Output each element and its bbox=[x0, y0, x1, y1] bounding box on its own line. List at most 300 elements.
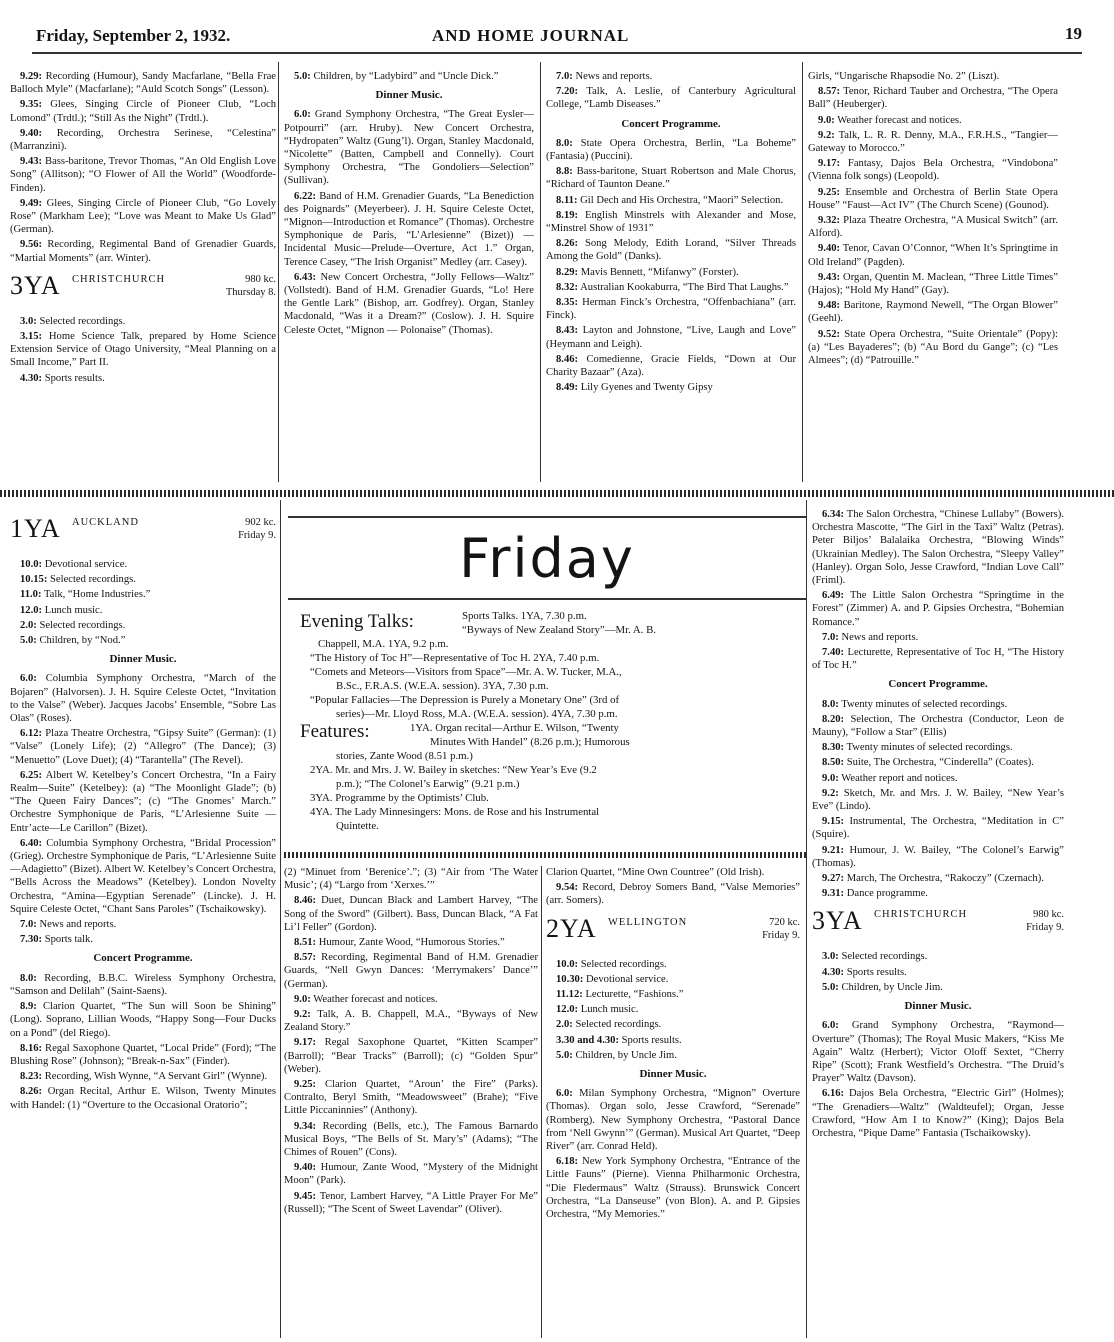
programme-entry bbox=[10, 672, 276, 725]
evening-line: “The History of Toc H”—Representative of Toc H. 2YA, 7.40 p.m. bbox=[310, 652, 600, 664]
programme-time: 3.0: bbox=[20, 315, 37, 327]
programme-time: 8.0: bbox=[556, 137, 573, 149]
programme-text: Tenor, Lambert Harvey, “A Little Prayer For Me” (Russell); “The Scent of Sweet Lavendar” (Oliver). bbox=[284, 1190, 538, 1215]
programme-text: March, The Orchestra, “Rakoczy” (Czernach). bbox=[846, 873, 1044, 885]
programme-time: 8.23: bbox=[20, 1071, 43, 1083]
feature-line: stories, Zante Wood (8.51 p.m.) bbox=[336, 750, 473, 762]
programme-time: 9.2: bbox=[818, 129, 835, 141]
programme-entry bbox=[808, 157, 1058, 183]
feature-line: 1YA. Organ recital—Arthur E. Wilson, “Twenty bbox=[410, 722, 619, 734]
programme-time: 6.49: bbox=[822, 590, 845, 602]
programme-entry bbox=[546, 988, 800, 1001]
programme-entry bbox=[10, 1000, 276, 1040]
programme-entry bbox=[546, 1018, 800, 1031]
programme-text: Bass-baritone, Trevor Thomas, “An Old English Love Song” (Allitson); “O Flower of All the World” (Woodforde-Finden). bbox=[10, 156, 276, 194]
programme-text: Dance programme. bbox=[846, 888, 928, 900]
programme-entry bbox=[812, 756, 1064, 769]
programme-text: Weather forecast and notices. bbox=[837, 114, 962, 126]
left-column bbox=[10, 508, 276, 1338]
programme-time: 9.32: bbox=[818, 215, 841, 227]
programme-entry bbox=[546, 866, 800, 879]
programme-entry bbox=[284, 271, 534, 337]
programme-text: Baritone, Raymond Newell, “The Organ Blower” (Geehl). bbox=[808, 300, 1058, 325]
programme-entry bbox=[812, 508, 1064, 587]
programme-text: Devotional service. bbox=[586, 973, 669, 985]
programme-entry bbox=[812, 872, 1064, 885]
programme-time: 9.56: bbox=[20, 239, 43, 251]
programme-text: Sports results. bbox=[846, 966, 907, 978]
programme-text: Twenty minutes of selected recordings. bbox=[846, 742, 1013, 754]
programme-text: Recording, Wish Wynne, “A Servant Girl” (Wynne). bbox=[44, 1071, 268, 1083]
station-frequency: 980 kc. bbox=[1033, 909, 1064, 921]
programme-time: 8.0: bbox=[822, 698, 839, 710]
banner-rule bbox=[288, 516, 806, 518]
programme-entry bbox=[546, 1034, 800, 1047]
feature-line: 4YA. The Lady Minnesingers: Mons. de Rose and his Instrumental bbox=[310, 806, 600, 818]
programme-text: Home Science Talk, prepared by Home Science Extension Service of Otago University, “Meal Planning on a Small Income,” Part II. bbox=[10, 331, 276, 369]
programme-entry bbox=[284, 190, 534, 269]
programme-time: 8.11: bbox=[556, 194, 578, 206]
programme-text: Glees, Singing Circle of Pioneer Club, “Go Lovely Rose” (Markham Lee); “Love was Meant to Make Us Glad” (German). bbox=[10, 197, 276, 236]
programme-time: 8.29: bbox=[556, 266, 579, 278]
programme-text: Clarion Quartet, “Aroun’ the Fire” (Parks). Contralto, Beryl Smith, “Meadowsweet” (Brahe); “Five Little Piccaninnies” (Anthony). bbox=[284, 1079, 538, 1117]
programme-text: Selected recordings. bbox=[39, 315, 126, 327]
programme-time: 10.30: bbox=[556, 973, 584, 985]
programme-entry bbox=[10, 315, 276, 328]
feature-line: 2YA. Mr. and Mrs. J. W. Bailey in sketches: “New Year’s Eve (9.2 bbox=[310, 764, 597, 776]
programme-text: Australian Kookaburra, “The Bird That Laughs.” bbox=[580, 281, 789, 293]
programme-time: 9.45: bbox=[294, 1190, 317, 1202]
programme-entry bbox=[284, 70, 534, 83]
station-day: Friday 9. bbox=[1026, 922, 1064, 934]
programme-text: News and reports. bbox=[841, 631, 919, 643]
programme-entry bbox=[546, 281, 796, 294]
programme-entry bbox=[284, 108, 534, 187]
station-code: 3YA bbox=[812, 906, 863, 936]
programme-text: Lily Gyenes and Twenty Gipsy bbox=[580, 382, 713, 394]
programme-text: Recording, Orchestra Serinese, “Celestina” (Marranzini). bbox=[10, 127, 276, 153]
programme-time: 10.0: bbox=[556, 958, 579, 970]
programme-text: Recording (Humour), Sandy Macfarlane, “Bella Frae Balloch Myle” (Macfarlane); “Auld Scotch Songs” (Lesson). bbox=[10, 71, 276, 96]
programme-entry bbox=[812, 772, 1064, 785]
programme-time: 3.30 and 4.30: bbox=[556, 1034, 619, 1046]
programme-text: Recording (Bells, etc.), The Famous Barnardo Musical Boys, “The Bells of St. Mary’s” (Adams); “The Chimes of Rouen” (Cons). bbox=[284, 1120, 538, 1159]
programme-text: Record, Debroy Somers Band, “Valse Memories” (arr. Somers). bbox=[546, 882, 800, 907]
programme-text: Song Melody, Edith Lorand, “Silver Threads Among the Gold” (Danks). bbox=[546, 238, 796, 263]
programme-text: State Opera Orchestra, “Suite Orientale” (Popy): (a) “Les Bayaderes”; (b) “Au Bord du Gange”; (c) “Les Almees”; (d) “Patrouille.” bbox=[808, 328, 1058, 367]
programme-text: The Little Salon Orchestra “Springtime in the Forest” (Zimmer) A. and P. Gipsies Orchestra, “Bohemian Romance.” bbox=[812, 590, 1064, 628]
programme-text: Humour, Zante Wood, “Mystery of the Midnight Moon” (Park). bbox=[284, 1162, 538, 1187]
programme-entry bbox=[808, 214, 1058, 240]
programme-entry bbox=[812, 1087, 1064, 1140]
programme-time: 6.25: bbox=[20, 769, 43, 781]
programme-time: 7.30: bbox=[20, 934, 43, 946]
header-title: AND HOME JOURNAL bbox=[432, 26, 630, 45]
programme-text: (2) “Minuet from ‘Berenice’.”; (3) “Air from ‘The Water Music’; (4) “Largo from ‘Xerxes.’” bbox=[284, 867, 538, 892]
header-date: Friday, September 2, 1932. bbox=[36, 26, 231, 45]
programme-text: Comedienne, Gracie Fields, “Down at Our Charity Bazaar” (Aza). bbox=[546, 353, 796, 379]
programme-time: 12.0: bbox=[20, 604, 43, 616]
programme-time: 7.40: bbox=[822, 647, 845, 659]
programme-text: Recording, Regimental Band of Grenadier Guards, “Martial Moments” (arr. Winter). bbox=[10, 239, 276, 264]
programme-entry bbox=[808, 242, 1058, 268]
programme-text: Tenor, Cavan O’Connor, “When It’s Springtime in Old Ireland” (Pagden). bbox=[808, 243, 1058, 268]
programme-entry bbox=[284, 1008, 538, 1034]
programme-time: 12.0: bbox=[556, 1004, 579, 1016]
programme-time: 2.0: bbox=[20, 619, 37, 631]
programme-time: 9.31: bbox=[822, 888, 845, 900]
programme-time: 6.0: bbox=[822, 1020, 839, 1032]
column-rule bbox=[540, 62, 541, 482]
programme-time: 9.40: bbox=[20, 127, 43, 139]
programme-entry bbox=[546, 353, 796, 379]
programme-entry bbox=[284, 1120, 538, 1160]
programme-time: 6.22: bbox=[294, 190, 317, 202]
evening-line: Chappell, M.A. 1YA, 9.2 p.m. bbox=[318, 638, 449, 650]
section-heading: Dinner Music. bbox=[904, 1000, 972, 1013]
feature-line: 3YA. Programme by the Optimists’ Club. bbox=[310, 792, 489, 804]
top-column-2 bbox=[284, 70, 534, 485]
programme-text: Columbia Symphony Orchestra, “Bridal Procession” (Grieg). Orchestre Symphonique de Paris, “L’Arlesienne Suite—Adagietto” (Bizet). Albert W. Ketelbey’s Concert Orchestra, “Bells Across the Meadows” (Ketelbey). London Novelty Orchestra, “Amina—Egyptian Serenade” (Lincke). J. H. Squire Celeste Octet, “Chant Sans Paroles” (Tschaikowsky). bbox=[10, 837, 276, 915]
programme-time: 8.46: bbox=[556, 353, 579, 365]
friday-title: Friday bbox=[459, 527, 635, 590]
programme-time: 8.19: bbox=[556, 209, 579, 221]
station-code: 1YA bbox=[10, 514, 61, 543]
programme-text: Selected recordings. bbox=[580, 958, 667, 970]
programme-text: Regal Saxophone Quartet, “Kitten Scamper” (Barroll); “Bear Tracks” (Barroll); (c) “Golden Spur” (Weber). bbox=[284, 1037, 538, 1075]
station-city: WELLINGTON bbox=[608, 916, 688, 928]
programme-entry bbox=[808, 299, 1058, 325]
programme-text: Lunch music. bbox=[580, 1004, 639, 1016]
programme-entry bbox=[812, 741, 1064, 754]
programme-time: 8.50: bbox=[822, 757, 845, 769]
programme-entry bbox=[808, 70, 1058, 83]
station-city: CHRISTCHURCH bbox=[72, 273, 166, 285]
section-heading: Dinner Music. bbox=[375, 89, 443, 102]
programme-entry bbox=[10, 127, 276, 153]
programme-entry bbox=[10, 330, 276, 370]
programme-time: 10.0: bbox=[20, 559, 43, 570]
programme-time: 9.35: bbox=[20, 99, 43, 111]
programme-text: Selected recordings. bbox=[841, 951, 928, 963]
programme-text: Duet, Duncan Black and Lambert Harvey, “The Song of the Sword” (Gilbert). Bass, Duncan Black, “A Fat Li’l Feller” (Gordon). bbox=[284, 895, 538, 933]
programme-entry bbox=[808, 85, 1058, 111]
programme-time: 9.25: bbox=[818, 186, 841, 198]
programme-entry bbox=[546, 1087, 800, 1153]
station-city: AUCKLAND bbox=[72, 517, 139, 528]
programme-text: Sketch, Mr. and Mrs. J. W. Bailey, “New Year’s Eve” (Lindo). bbox=[812, 787, 1064, 813]
programme-text: Grand Symphony Orchestra, “Raymond—Overture” (Thomas); The Royal Music Makers, “Kiss Me Again” Waltz (Herbert); Victor Oloff Sextet, “Cherry Ripe” (Scott); Frank Westfield’s Orchestra. “The Druid’s Prayer” Waltz (Davson). bbox=[812, 1020, 1064, 1085]
programme-text: New York Symphony Orchestra, “Entrance of the Little Fauns” (Pierne). Vienna Philharmonic Orchestra, “Die Fledermaus” Waltz (Strauss). Brunswick Concert Orchestra, “La Danseuse” (von Blon). A. and P. Gipsies Orchestra, “My Memories.” bbox=[546, 1156, 800, 1221]
programme-text: Weather report and notices. bbox=[841, 772, 958, 784]
programme-entry bbox=[812, 631, 1064, 644]
programme-entry bbox=[546, 266, 796, 279]
programme-entry bbox=[546, 973, 800, 986]
programme-time: 8.30: bbox=[822, 742, 845, 754]
programme-time: 8.9: bbox=[20, 1001, 37, 1013]
programme-text: Humour, Zante Wood, “Humorous Stories.” bbox=[318, 937, 505, 949]
section-heading: Concert Programme. bbox=[93, 952, 193, 965]
programme-entry bbox=[812, 589, 1064, 629]
programme-text: Children, by “Ladybird” and “Uncle Dick.” bbox=[313, 71, 499, 82]
programme-time: 9.40: bbox=[294, 1162, 317, 1174]
programme-time: 9.2: bbox=[822, 787, 839, 799]
programme-entry bbox=[812, 815, 1064, 841]
programme-entry bbox=[546, 296, 796, 322]
programme-entry bbox=[284, 936, 538, 949]
banner-rule bbox=[288, 598, 806, 600]
programme-text: Organ, Quentin M. Maclean, “Three Little Times” (Hajos); “Hold My Hand” (Gay). bbox=[808, 271, 1058, 297]
programme-text: Fantasy, Dajos Bela Orchestra, “Vindobona” (Vienna folk songs) (Leopold). bbox=[808, 158, 1058, 183]
programme-time: 8.57: bbox=[294, 952, 317, 964]
station-frequency: 902 kc. bbox=[245, 517, 276, 528]
programme-time: 9.25: bbox=[294, 1079, 317, 1091]
programme-entry bbox=[284, 894, 538, 934]
programme-text: Plaza Theatre Orchestra, “A Musical Switch” (arr. Alford). bbox=[808, 215, 1058, 240]
programme-time: 9.29: bbox=[20, 71, 43, 82]
feature-line: Minutes With Handel” (8.26 p.m.); Humorous bbox=[430, 736, 630, 748]
station-code: 3YA bbox=[10, 270, 61, 300]
programme-entry bbox=[10, 634, 276, 647]
programme-time: 7.0: bbox=[556, 71, 573, 82]
programme-entry bbox=[812, 646, 1064, 672]
programme-text: Children, by “Nod.” bbox=[39, 635, 126, 647]
programme-entry bbox=[10, 933, 276, 946]
programme-text: English Minstrels with Alexander and Mose, “Minstrel Show of 1931” bbox=[546, 209, 796, 235]
programme-time: 8.20: bbox=[822, 713, 845, 725]
programme-text: Suite, The Orchestra, “Cinderella” (Coates). bbox=[846, 757, 1034, 769]
programme-entry bbox=[546, 324, 796, 350]
section-heading: Concert Programme. bbox=[888, 678, 988, 691]
programme-time: 9.48: bbox=[818, 300, 841, 312]
dotted-divider bbox=[0, 490, 1114, 497]
programme-entry bbox=[808, 328, 1058, 368]
programme-entry bbox=[10, 727, 276, 767]
programme-text: Columbia Symphony Orchestra, “March of the Bojaren” (Halvorsen). J. H. Squire Celeste Octet, “Invitation to the Valse” (Weber). Jacques Jacobs’ Ensemble, “Sobre Las Olas” (Roses). bbox=[10, 673, 276, 725]
features-label: Features: bbox=[300, 721, 370, 742]
programme-time: 9.54: bbox=[556, 882, 579, 894]
programme-entry bbox=[284, 1036, 538, 1076]
programme-text: Lecturette, “Fashions.” bbox=[585, 989, 684, 1001]
programme-time: 9.43: bbox=[818, 271, 841, 283]
programme-text: Weather forecast and notices. bbox=[313, 993, 438, 1005]
programme-entry bbox=[812, 713, 1064, 739]
programme-text: Lunch music. bbox=[44, 604, 103, 616]
programme-time: 9.17: bbox=[294, 1037, 317, 1049]
highlights-box bbox=[290, 606, 806, 846]
section-heading: Concert Programme. bbox=[621, 117, 721, 130]
programme-time: 6.0: bbox=[20, 673, 37, 685]
section-heading: Dinner Music. bbox=[109, 653, 177, 666]
programme-entry bbox=[546, 194, 796, 207]
programme-text: Clarion Quartet, “The Sun will Soon be Shining” (Long). Soprano, Lillian Woods, “Happy Song—Four Ducks on a Pond” (del Riego). bbox=[10, 1001, 276, 1039]
programme-entry bbox=[546, 958, 800, 971]
programme-entry bbox=[10, 70, 276, 96]
programme-text: Gil Dech and His Orchestra, “Maori” Selection. bbox=[580, 194, 784, 206]
programme-entry bbox=[10, 372, 276, 385]
station-day: Thursday 8. bbox=[225, 286, 276, 298]
programme-entry bbox=[284, 993, 538, 1006]
programme-entry bbox=[808, 271, 1058, 297]
station-code: 2YA bbox=[546, 913, 597, 943]
programme-time: 6.0: bbox=[294, 109, 311, 121]
programme-time: 8.32: bbox=[556, 281, 579, 293]
programme-time: 8.0: bbox=[20, 972, 37, 984]
station-city: CHRISTCHURCH bbox=[874, 909, 968, 921]
programme-time: 8.57: bbox=[818, 86, 841, 98]
center-column-2 bbox=[546, 866, 800, 1338]
programme-time: 9.17: bbox=[818, 158, 841, 170]
programme-time: 8.35: bbox=[556, 297, 579, 309]
programme-text: News and reports. bbox=[39, 919, 117, 931]
programme-entry bbox=[10, 1085, 276, 1111]
programme-entry bbox=[10, 98, 276, 124]
programme-text: Band of H.M. Grenadier Guards, “La Benediction des Poignards” (Meyerbeer). J. H. Squire Celeste Octet, “Mignon—Introduction et Romance” (Thomas). Orchestre Symphonique de Paris, “L’Arlesienne” (Bizet)) — Incidental Music—Prelude—Overture, Act 1.” Organ, Terence Casey, “The Irish Organist” Medley (arr. Casey). bbox=[284, 190, 534, 268]
programme-time: 8.51: bbox=[294, 937, 317, 949]
programme-entry bbox=[808, 186, 1058, 212]
evening-line: “Popular Fallacies—The Depression is Purely a Monetary One” (3rd of bbox=[310, 694, 620, 706]
programme-entry bbox=[546, 85, 796, 111]
programme-text: Sports talk. bbox=[44, 934, 93, 946]
programme-entry bbox=[546, 165, 796, 191]
programme-time: 9.40: bbox=[818, 243, 841, 255]
programme-text: State Opera Orchestra, Berlin, “La Boheme” (Fantasia) (Puccini). bbox=[546, 137, 796, 163]
programme-time: 8.26: bbox=[556, 238, 579, 250]
programme-text: Twenty minutes of selected recordings. bbox=[841, 698, 1008, 710]
programme-text: Ensemble and Orchestra of Berlin State Opera House” “Faust—Act IV” (The Church Scene) (Gounod). bbox=[808, 186, 1058, 211]
programme-text: Devotional service. bbox=[44, 559, 128, 570]
programme-time: 3.15: bbox=[20, 331, 43, 343]
station-heading-3ya-thursday bbox=[10, 269, 276, 309]
programme-time: 9.2: bbox=[294, 1009, 311, 1021]
programme-time: 9.21: bbox=[822, 844, 845, 856]
programme-text: Sports results. bbox=[621, 1034, 682, 1046]
programme-text: Talk, “Home Industries.” bbox=[43, 589, 151, 601]
station-heading-3ya-friday bbox=[812, 904, 1064, 944]
programme-text: Selection, The Orchestra (Conductor, Leon de Mauny), “Follow a Star” (Ellis) bbox=[812, 713, 1064, 739]
programme-text: Selected recordings. bbox=[39, 619, 126, 631]
column-rule bbox=[806, 500, 807, 1338]
programme-time: 8.49: bbox=[556, 382, 579, 394]
programme-text: Clarion Quartet, “Mine Own Countree” (Old Irish). bbox=[546, 867, 765, 878]
programme-time: 6.0: bbox=[556, 1088, 573, 1100]
programme-entry bbox=[546, 881, 800, 907]
programme-text: Milan Symphony Orchestra, “Mignon” Overture (Thomas). Organ solo, Jesse Crawford, “Serenade” (Romberg). New Symphony Orchestra, “Pastoral Dance from ‘Nell Gwynn’” (German). Musical Art Quartet, “Deep River” (arr. Conrad Held). bbox=[546, 1088, 800, 1153]
programme-text: Plaza Theatre Orchestra, “Gipsy Suite” (German): (1) “Valse” (Lonely Life); (2) “Allegro” (The Dance); (3) “Menuetto” (Love Duet); (4) “Tarantella” (The Revel). bbox=[10, 728, 276, 766]
programme-entry bbox=[10, 238, 276, 264]
evening-talks-label: Evening Talks: bbox=[300, 611, 414, 632]
programme-time: 6.18: bbox=[556, 1156, 579, 1168]
programme-entry bbox=[546, 1003, 800, 1016]
programme-text: Instrumental, The Orchestra, “Meditation in C” (Squire). bbox=[812, 816, 1064, 841]
station-day: Friday 9. bbox=[762, 929, 800, 941]
programme-text: Sports results. bbox=[44, 372, 105, 384]
station-frequency: 720 kc. bbox=[769, 916, 800, 928]
programme-entry bbox=[10, 769, 276, 835]
programme-time: 9.52: bbox=[818, 328, 841, 340]
center-column-1 bbox=[284, 866, 538, 1338]
programme-text: Herman Finck’s Orchestra, “Offenbachiana” (arr. Finck). bbox=[546, 297, 796, 322]
column-rule bbox=[278, 62, 279, 482]
programme-text: Albert W. Ketelbey’s Concert Orchestra, “In a Fairy Realm—Suite” (Ketelbey): (a) “The Moonlight Glade”; (b) “The Queen Fairy Dances”; (c) “The Gnomes’ March.” Orchestre Symphonique de Paris, “L’Arlesienne Suite —Entr’acte—Le Carillon” (Bizet). bbox=[10, 769, 276, 834]
programme-entry bbox=[546, 137, 796, 163]
programme-entry bbox=[812, 981, 1064, 994]
programme-text: Selected recordings. bbox=[575, 1019, 662, 1031]
programme-time: 2.0: bbox=[556, 1019, 573, 1031]
programme-time: 11.0: bbox=[20, 589, 42, 601]
programme-entry bbox=[10, 604, 276, 617]
programme-text: Lecturette, Representative of Toc H, “The History of Toc H.” bbox=[812, 647, 1064, 672]
programme-entry bbox=[10, 588, 276, 601]
programme-entry bbox=[546, 1049, 800, 1062]
programme-text: Selected recordings. bbox=[50, 574, 136, 586]
programme-text: Regal Saxophone Quartet, “Local Pride” (Ford); “The Blushing Rose” (Johnson); “Break-n-Sax” (Finder). bbox=[10, 1042, 276, 1067]
programme-time: 6.43: bbox=[294, 271, 317, 283]
programme-time: 7.0: bbox=[20, 919, 37, 931]
top-column-1 bbox=[10, 70, 276, 485]
programme-text: Tenor, Richard Tauber and Orchestra, “The Opera Ball” (Heuberger). bbox=[808, 86, 1058, 111]
programme-text: Recording, B.B.C. Wireless Symphony Orchestra, “Samson and Delilah” (Saint-Saens). bbox=[10, 972, 276, 997]
programme-text: Girls, “Ungarische Rhapsodie No. 2” (Liszt). bbox=[808, 71, 1000, 82]
programme-entry bbox=[284, 866, 538, 892]
programme-text: Glees, Singing Circle of Pioneer Club, “Loch Lomond” (Trdtl.); “Still As the Night” (Trdtl.). bbox=[10, 99, 276, 124]
programme-time: 8.8: bbox=[556, 166, 573, 178]
programme-entry bbox=[10, 1070, 276, 1083]
programme-entry bbox=[812, 950, 1064, 963]
programme-entry bbox=[284, 951, 538, 991]
programme-entry bbox=[284, 1078, 538, 1118]
programme-text: New Concert Orchestra, “Jolly Fellows—Waltz” (Vollstedt). Band of H.M. Grenadier Guards, “Lo! Here the Gentle Lark” (Bishop, arr. Godfrey). Organ, Stanley Macdonald, “Was it a Dream?” (Coslow). J. H. Squire Celeste Octet, “Mignon — Polonaise” (Thomas). bbox=[284, 271, 534, 336]
top-column-4 bbox=[808, 70, 1058, 485]
programme-time: 8.16: bbox=[20, 1042, 43, 1054]
programme-time: 5.0: bbox=[556, 1049, 573, 1061]
station-heading-1ya bbox=[10, 512, 276, 552]
programme-entry bbox=[546, 381, 796, 394]
programme-time: 9.0: bbox=[818, 114, 835, 126]
programme-time: 4.30: bbox=[822, 966, 845, 978]
programme-time: 9.43: bbox=[20, 156, 43, 168]
programme-time: 9.49: bbox=[20, 197, 43, 209]
programme-entry bbox=[812, 844, 1064, 870]
dotted-divider bbox=[284, 852, 808, 858]
evening-line: series)—Mr. Lloyd Ross, M.A. (W.E.A. session). 4YA, 7.30 p.m. bbox=[336, 708, 618, 720]
column-rule bbox=[280, 500, 281, 1338]
programme-time: 6.16: bbox=[822, 1088, 845, 1100]
programme-entry bbox=[284, 1190, 538, 1216]
programme-entry bbox=[812, 966, 1064, 979]
programme-time: 9.0: bbox=[822, 772, 839, 784]
programme-time: 8.46: bbox=[294, 895, 317, 907]
column-rule bbox=[802, 62, 803, 482]
programme-entry bbox=[546, 1155, 800, 1221]
evening-line: Sports Talks. 1YA, 7.30 p.m. bbox=[462, 610, 587, 622]
programme-time: 10.15: bbox=[20, 574, 48, 586]
programme-entry bbox=[284, 1161, 538, 1187]
programme-entry bbox=[10, 918, 276, 931]
programme-time: 5.0: bbox=[822, 981, 839, 993]
programme-entry bbox=[10, 573, 276, 586]
programme-time: 6.40: bbox=[20, 837, 43, 849]
programme-time: 11.12: bbox=[556, 989, 583, 1001]
page-number: 19 bbox=[1065, 24, 1082, 43]
programme-text: Bass-baritone, Stuart Robertson and Male Chorus, “Richard of Taunton Deane.” bbox=[546, 166, 796, 191]
programme-time: 8.26: bbox=[20, 1086, 43, 1098]
programme-text: Organ Recital, Arthur E. Wilson, Twenty Minutes with Handel: (1) “Overture to the Occasional Oratorio”; bbox=[10, 1086, 276, 1111]
programme-entry bbox=[812, 1019, 1064, 1085]
top-column-3 bbox=[546, 70, 796, 485]
programme-entry bbox=[10, 837, 276, 916]
programme-time: 6.34: bbox=[822, 509, 845, 520]
